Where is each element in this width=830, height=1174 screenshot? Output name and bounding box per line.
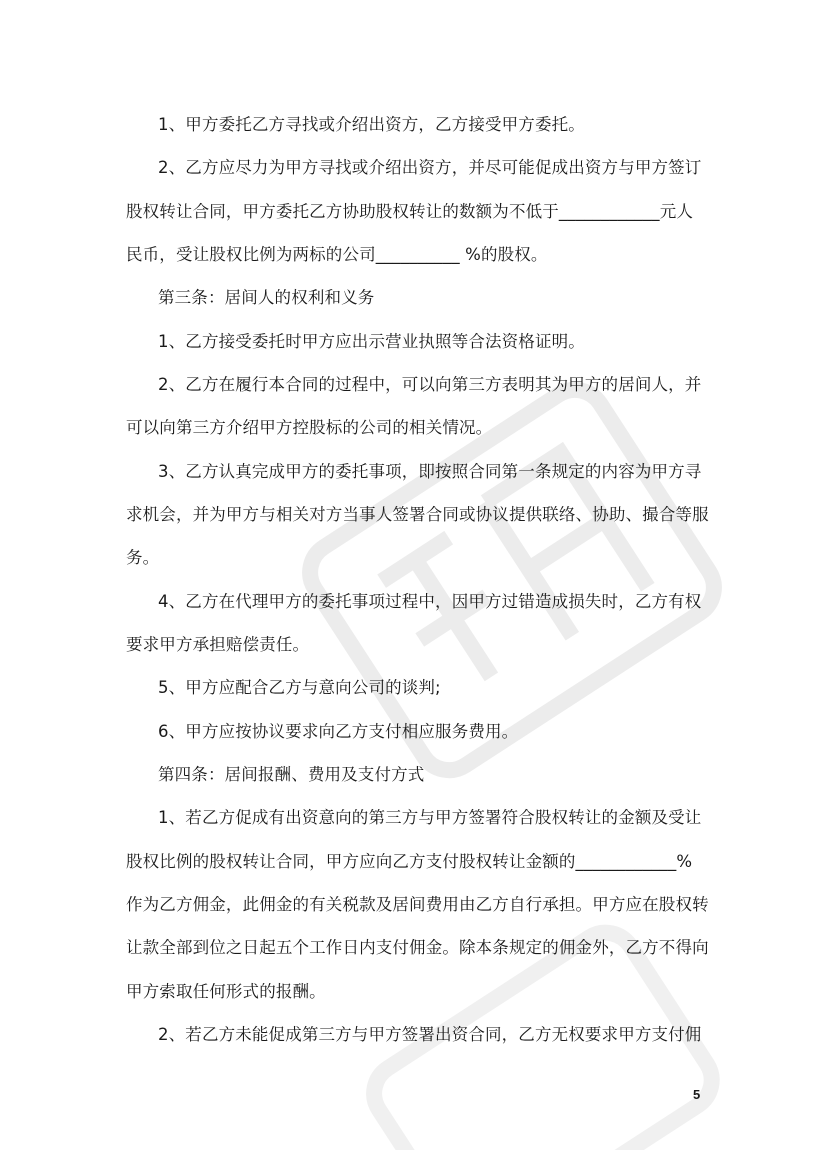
paragraph-line-22: 2、若乙方未能促成第三方与甲方签署出资合同，乙方无权要求甲方支付佣 (158, 1025, 702, 1044)
paragraph-line-1: 1、甲方委托乙方寻找或介绍出资方，乙方接受甲方委托。 (158, 115, 585, 134)
paragraph-line-2: 2、乙方应尽力为甲方寻找或介绍出资方，并尽可能促成出资方与甲方签订 (158, 158, 702, 177)
paragraph-line-11: 务。 (126, 548, 160, 567)
paragraph-line-15: 6、甲方应按协议要求向乙方支付相应服务费用。 (158, 722, 519, 741)
paragraph-line-21: 甲方索取任何形式的报酬。 (126, 982, 326, 1001)
paragraph-line-7: 2、乙方在履行本合同的过程中，可以向第三方表明其为甲方的居间人，并 (158, 375, 702, 394)
page-number: 5 (693, 1087, 701, 1102)
paragraph-line-8: 可以向第三方介绍甲方控股标的公司的相关情况。 (126, 418, 493, 437)
paragraph-line-9: 3、乙方认真完成甲方的委托事项，即按照合同第一条规定的内容为甲方寻 (158, 462, 702, 481)
paragraph-line-6: 1、乙方接受委托时甲方应出示营业执照等合法资格证明。 (158, 332, 585, 351)
paragraph-line-10: 求机会，并为甲方与相关对方当事人签署合同或协议提供联络、协助、撮合等服 (126, 505, 709, 524)
paragraph-line-13: 要求甲方承担赔偿责任。 (126, 635, 310, 654)
paragraph-line-20: 让款全部到位之日起五个工作日内支付佣金。除本条规定的佣金外，乙方不得向 (126, 938, 709, 957)
paragraph-line-14: 5、甲方应配合乙方与意向公司的谈判; (158, 678, 441, 697)
section-heading-4: 第四条：居间报酬、费用及支付方式 (158, 765, 425, 784)
paragraph-line-17: 1、若乙方促成有出资意向的第三方与甲方签署符合股权转让的金额及受让 (158, 808, 702, 827)
paragraph-line-12: 4、乙方在代理甲方的委托事项过程中，因甲方过错造成损失时，乙方有权 (158, 592, 702, 611)
paragraph-line-18: 股权比例的股权转让合同，甲方应向乙方支付股权转让金额的____________% (126, 852, 693, 871)
section-heading-3: 第三条：居间人的权利和义务 (158, 288, 375, 307)
paragraph-line-19: 作为乙方佣金，此佣金的有关税款及居间费用由乙方自行承担。甲方应在股权转 (126, 895, 709, 914)
paragraph-line-4: 民币，受让股权比例为两标的公司__________ %的股权。 (126, 245, 548, 264)
paragraph-line-3: 股权转让合同，甲方委托乙方协助股权转让的数额为不低于____________元人 (126, 202, 693, 221)
